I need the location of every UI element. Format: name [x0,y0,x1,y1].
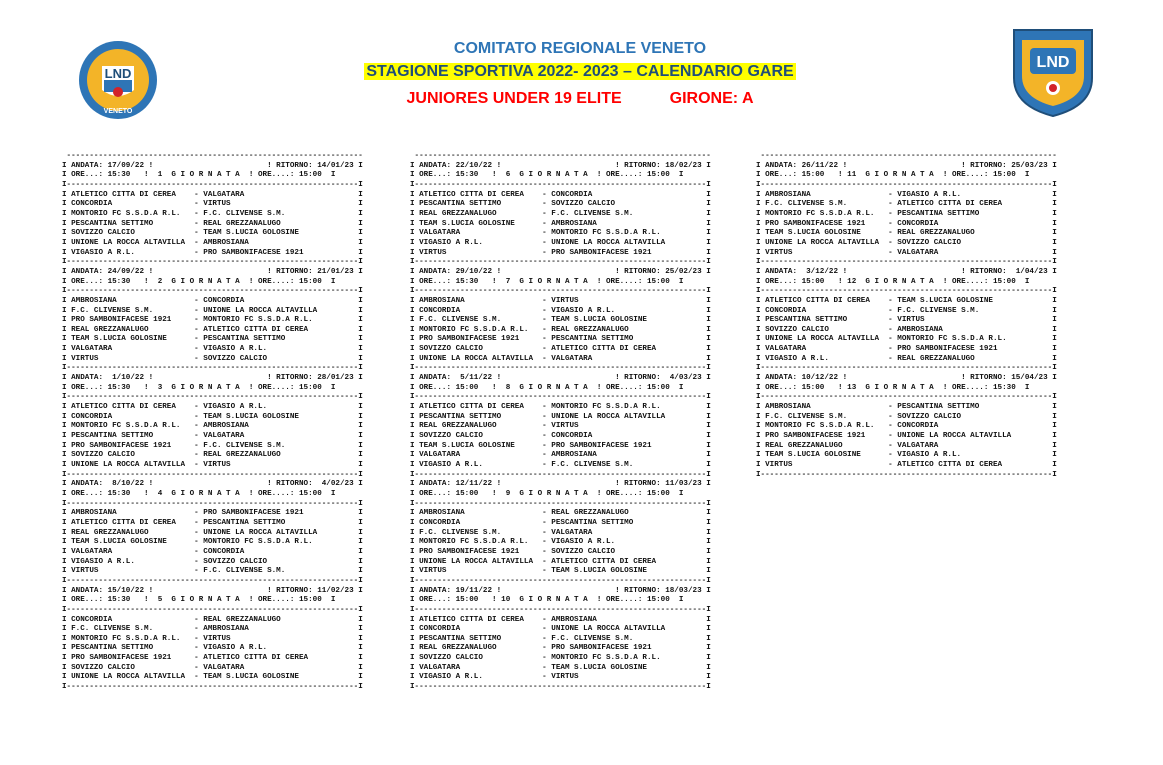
divider-line: ----------------------------------------------------------------- [410,152,711,160]
svg-text:LND: LND [104,66,132,81]
svg-text:VENETO: VENETO [103,108,133,115]
round-block: I ANDATA: 22/10/22 ! ! RITORNO: 18/02/23 I I ORE...: 15:30 ! 6 G I O R N A T A ! ORE....: 15:00 I I----------------------------------------------------------------I I ATLETICO CITTA DI CEREA - CONCORDIA I I PESCANTINA SETTIMO - SOVIZZO CALCIO I I REAL GREZZANALUGO - F.C. CLIVENSE S.M. I I TEAM S.LUCIA GOLOSINE - AMBROSIANA I I VALGATARA - MONTORIO FC S.S.D.A R.L. I I VIGASIO A R.L. - UNIONE LA ROCCA ALTAVILLA I I VIRTUS - PRO SAMBONIFACESE 1921 I I----------------------------------------------------------------I [410,161,711,267]
round-block: I ANDATA: 15/10/22 ! ! RITORNO: 11/02/23 I I ORE...: 15:30 ! 5 G I O R N A T A ! ORE....: 15:00 I I----------------------------------------------------------------I I CONCORDIA - REAL GREZZANALUGO I I F.C. CLIVENSE S.M. - AMBROSIANA I I MONTORIO FC S.S.D.A R.L. - VIRTUS I I PESCANTINA SETTIMO - VIGASIO A R.L. I I PRO SAMBONIFACESE 1921 - ATLETICO CITTA DI CEREA I I SOVIZZO CALCIO - VALGATARA I I UNIONE LA ROCCA ALTAVILLA - TEAM S.LUCIA GOLOSINE I I----------------------------------------------------------------I [62,586,363,692]
round-block: I ANDATA: 17/09/22 ! ! RITORNO: 14/01/23 I I ORE...: 15:30 ! 1 G I O R N A T A ! ORE....: 15:00 I I----------------------------------------------------------------I I ATLETICO CITTA DI CEREA - VALGATARA I I CONCORDIA - VIRTUS I I MONTORIO FC S.S.D.A R.L. - F.C. CLIVENSE S.M. I I PESCANTINA SETTIMO - REAL GREZZANALUGO I I SOVIZZO CALCIO - TEAM S.LUCIA GOLOSINE I I UNIONE LA ROCCA ALTAVILLA - AMBROSIANA I I VIGASIO A R.L. - PRO SAMBONIFACESE 1921 I I----------------------------------------------------------------I [62,161,363,267]
season-subtitle: STAGIONE SPORTIVA 2022- 2023 – CALENDARIO GARE [366,63,794,80]
svg-text:LND: LND [1036,54,1070,71]
page-title: COMITATO REGIONALE VENETO [453,40,707,57]
girone-label: GIRONE: A [669,90,754,107]
schedule-column-3 [756,152,1092,480]
schedule-column-2 [410,152,746,693]
round-block: I ANDATA: 8/10/22 ! ! RITORNO: 4/02/23 I I ORE...: 15:30 ! 4 G I O R N A T A ! ORE....: 15:00 I I----------------------------------------------------------------I I AMBROSIANA - PRO SAMBONIFACESE 1921 I I ATLETICO CITTA DI CEREA - PESCANTINA SETTIMO I I REAL GREZZANALUGO - UNIONE LA ROCCA ALTAVILLA I I TEAM S.LUCIA GOLOSINE - MONTORIO FC S.S.D.A R.L. I I VALGATARA - CONCORDIA I I VIGASIO A R.L. - SOVIZZO CALCIO I I VIRTUS - F.C. CLIVENSE S.M. I I----------------------------------------------------------------I [62,480,363,585]
round-block: I ANDATA: 10/12/22 ! ! RITORNO: 15/04/23 I I ORE...: 15:00 ! 13 G I O R N A T A ! ORE....: 15:30 I I----------------------------------------------------------------I I AMBROSIANA - PESCANTINA SETTIMO I I F.C. CLIVENSE S.M. - SOVIZZO CALCIO I I MONTORIO FC S.S.D.A R.L. - CONCORDIA I I PRO SAMBONIFACESE 1921 - UNIONE LA ROCCA ALTAVILLA I I REAL GREZZANALUGO - VALGATARA I I TEAM S.LUCIA GOLOSINE - VIGASIO A R.L. I I VIRTUS - ATLETICO CITTA DI CEREA I I----------------------------------------------------------------I [756,374,1057,479]
divider-line: ----------------------------------------------------------------- [756,152,1057,160]
round-block: I ANDATA: 29/10/22 ! ! RITORNO: 25/02/23 I I ORE...: 15:30 ! 7 G I O R N A T A ! ORE....: 15:00 I I----------------------------------------------------------------I I AMBROSIANA - VIRTUS I I CONCORDIA - VIGASIO A R.L. I I F.C. CLIVENSE S.M. - TEAM S.LUCIA GOLOSINE I I MONTORIO FC S.S.D.A R.L. - REAL GREZZANALUGO I I PRO SAMBONIFACESE 1921 - PESCANTINA SETTIMO I I SOVIZZO CALCIO - ATLETICO CITTA DI CEREA I I UNIONE LA ROCCA ALTAVILLA - VALGATARA I I----------------------------------------------------------------I [410,267,711,373]
round-block: I ANDATA: 1/10/22 ! ! RITORNO: 28/01/23 I I ORE...: 15:30 ! 3 G I O R N A T A ! ORE....: 15:00 I I----------------------------------------------------------------I I ATLETICO CITTA DI CEREA - VIGASIO A R.L. I I CONCORDIA - TEAM S.LUCIA GOLOSINE I I MONTORIO FC S.S.D.A R.L. - AMBROSIANA I I PESCANTINA SETTIMO - VALGATARA I I PRO SAMBONIFACESE 1921 - F.C. CLIVENSE S.M. I I SOVIZZO CALCIO - REAL GREZZANALUGO I I UNIONE LA ROCCA ALTAVILLA - VIRTUS I I----------------------------------------------------------------I [62,374,363,479]
divider-line: ----------------------------------------------------------------- [62,152,363,160]
category-label: JUNIORES UNDER 19 ELITE [406,90,622,107]
lnd-veneto-logo [78,40,158,120]
round-block: I ANDATA: 3/12/22 ! ! RITORNO: 1/04/23 I I ORE...: 15:00 ! 12 G I O R N A T A ! ORE....: 15:00 I I----------------------------------------------------------------I I ATLETICO CITTA DI CEREA - TEAM S.LUCIA GOLOSINE I I CONCORDIA - F.C. CLIVENSE S.M. I I PESCANTINA SETTIMO - VIRTUS I I SOVIZZO CALCIO - AMBROSIANA I I UNIONE LA ROCCA ALTAVILLA - MONTORIO FC S.S.D.A R.L. I I VALGATARA - PRO SAMBONIFACESE 1921 I I VIGASIO A R.L. - REAL GREZZANALUGO I I----------------------------------------------------------------I [756,267,1057,373]
category-line [300,90,860,108]
lnd-shield-logo [1012,26,1094,118]
round-block: I ANDATA: 24/09/22 ! ! RITORNO: 21/01/23 I I ORE...: 15:30 ! 2 G I O R N A T A ! ORE....: 15:00 I I----------------------------------------------------------------I I AMBROSIANA - CONCORDIA I I F.C. CLIVENSE S.M. - UNIONE LA ROCCA ALTAVILLA I I PRO SAMBONIFACESE 1921 - MONTORIO FC S.S.D.A R.L. I I REAL GREZZANALUGO - ATLETICO CITTA DI CEREA I I TEAM S.LUCIA GOLOSINE - PESCANTINA SETTIMO I I VALGATARA - VIGASIO A R.L. I I VIRTUS - SOVIZZO CALCIO I I----------------------------------------------------------------I [62,267,363,373]
round-block: I ANDATA: 12/11/22 ! ! RITORNO: 11/03/23 I I ORE...: 15:00 ! 9 G I O R N A T A ! ORE....: 15:00 I I----------------------------------------------------------------I I AMBROSIANA - REAL GREZZANALUGO I I CONCORDIA - PESCANTINA SETTIMO I I F.C. CLIVENSE S.M. - VALGATARA I I MONTORIO FC S.S.D.A R.L. - VIGASIO A R.L. I I PRO SAMBONIFACESE 1921 - SOVIZZO CALCIO I I UNIONE LA ROCCA ALTAVILLA - ATLETICO CITTA DI CEREA I I VIRTUS - TEAM S.LUCIA GOLOSINE I I----------------------------------------------------------------I [410,480,711,585]
round-block: I ANDATA: 19/11/22 ! ! RITORNO: 18/03/23 I I ORE...: 15:00 ! 10 G I O R N A T A ! ORE....: 15:00 I I----------------------------------------------------------------I I ATLETICO CITTA DI CEREA - AMBROSIANA I I CONCORDIA - UNIONE LA ROCCA ALTAVILLA I I PESCANTINA SETTIMO - F.C. CLIVENSE S.M. I I REAL GREZZANALUGO - PRO SAMBONIFACESE 1921 I I SOVIZZO CALCIO - MONTORIO FC S.S.D.A R.L. I I VALGATARA - TEAM S.LUCIA GOLOSINE I I VIGASIO A R.L. - VIRTUS I I----------------------------------------------------------------I [410,586,711,692]
round-block: I ANDATA: 26/11/22 ! ! RITORNO: 25/03/23 I I ORE...: 15:00 ! 11 G I O R N A T A ! ORE....: 15:00 I I----------------------------------------------------------------I I AMBROSIANA - VIGASIO A R.L. I I F.C. CLIVENSE S.M. - ATLETICO CITTA DI CEREA I I MONTORIO FC S.S.D.A R.L. - PESCANTINA SETTIMO I I PRO SAMBONIFACESE 1921 - CONCORDIA I I TEAM S.LUCIA GOLOSINE - REAL GREZZANALUGO I I UNIONE LA ROCCA ALTAVILLA - SOVIZZO CALCIO I I VIRTUS - VALGATARA I I----------------------------------------------------------------I [756,161,1057,267]
round-block: I ANDATA: 5/11/22 ! ! RITORNO: 4/03/23 I I ORE...: 15:00 ! 8 G I O R N A T A ! ORE....: 15:00 I I----------------------------------------------------------------I I ATLETICO CITTA DI CEREA - MONTORIO FC S.S.D.A R.L. I I PESCANTINA SETTIMO - UNIONE LA ROCCA ALTAVILLA I I REAL GREZZANALUGO - VIRTUS I I SOVIZZO CALCIO - CONCORDIA I I TEAM S.LUCIA GOLOSINE - PRO SAMBONIFACESE 1921 I I VALGATARA - AMBROSIANA I I VIGASIO A R.L. - F.C. CLIVENSE S.M. I I----------------------------------------------------------------I [410,374,711,479]
schedule-column-1 [62,152,398,693]
